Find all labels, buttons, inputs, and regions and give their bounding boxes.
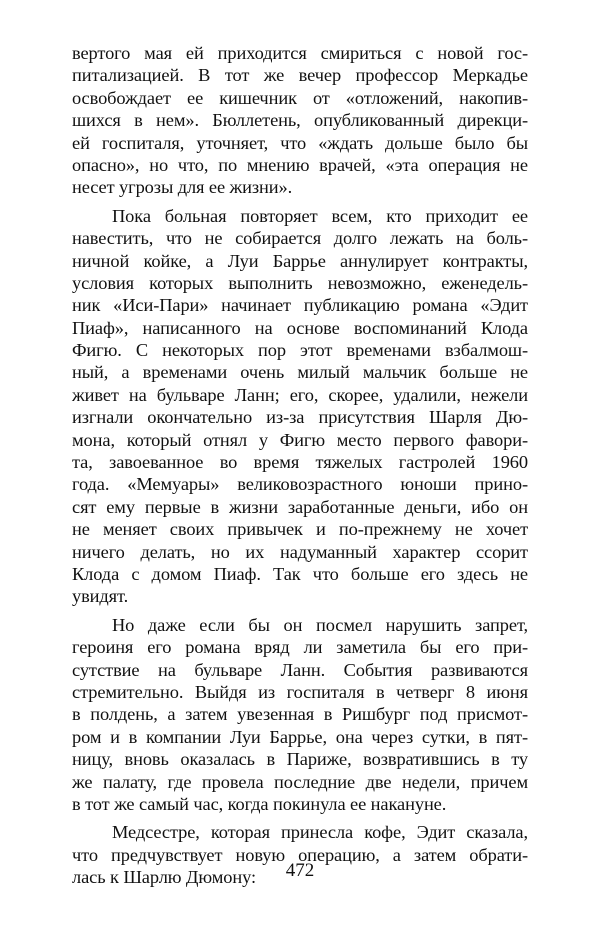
text-line: лась к Шарлю Дюмону: — [72, 867, 256, 888]
text-line: вертого мая ей приходится смириться с новой гос- — [72, 43, 528, 63]
text-line: сутствие на бульваре Ланн. События развиваются — [72, 659, 528, 680]
text-line: питализацией. В тот же вечер профессор Меркадье — [72, 65, 528, 86]
body-text — [72, 42, 528, 888]
text-line: Пока больная повторяет всем, кто приходит ее — [112, 205, 528, 226]
text-line: навестить, что не собирается долго лежать на боль- — [72, 228, 528, 249]
text-line: Медсестре, которая принесла кофе, Эдит сказала, — [112, 822, 528, 843]
text-line: сят ему первые в жизни заработанные деньги, ибо он — [72, 496, 528, 517]
text-line: что предчувствует новую операцию, а затем обрати- — [72, 844, 528, 865]
text-line: Пиаф», написанного на основе воспоминаний Клода — [72, 317, 528, 338]
text-line: ничной койке, а Луи Баррье аннулирует контракты, — [72, 250, 528, 271]
paragraph — [72, 614, 528, 816]
text-line: Но даже если бы он посмел нарушить запрет, — [112, 614, 528, 635]
text-line: стремительно. Выйдя из госпиталя в четверг 8 июня — [72, 681, 528, 702]
text-line: освобождает ее кишечник от «отложений, накопив- — [72, 87, 528, 108]
text-line: Клода с домом Пиаф. Так что больше его здесь не — [72, 563, 528, 584]
text-line: ей госпиталя, уточняет, что «ждать дольше было бы — [72, 132, 528, 153]
text-line: несет угрозы для ее жизни». — [72, 177, 293, 198]
text-line: Фигю. С некоторых пор этот временами взбалмош- — [72, 340, 528, 361]
text-line: опасно», но что, по мнению врачей, «эта операция не — [72, 154, 528, 175]
text-line: ницу, вновь оказалась в Париже, возвратившись в ту — [72, 749, 528, 770]
text-line: увидят. — [72, 586, 129, 607]
text-line: ный, а временами очень милый мальчик больше не — [72, 362, 528, 383]
text-line: шихся в нем». Бюллетень, опубликованный дирекци- — [72, 110, 528, 131]
text-line: ничего делать, но их надуманный характер ссорит — [72, 541, 528, 562]
text-line: мона, который отнял у Фигю место первого фавори- — [72, 429, 528, 450]
text-line: героиня его романа вряд ли заметила бы его при- — [72, 637, 528, 658]
paragraph — [72, 42, 528, 199]
text-line: в тот же самый час, когда покинула ее накануне. — [72, 793, 447, 814]
text-line: та, завоеванное во время тяжелых гастролей 1960 — [72, 452, 528, 473]
text-line: живет на бульваре Ланн; его, скорее, удалили, нежели — [72, 384, 528, 405]
text-line: изгнали окончательно из-за присутствия Шарля Дю- — [72, 407, 528, 428]
text-line: не меняет своих привычек и по-прежнему не хочет — [72, 519, 528, 540]
text-line: же палату, где провела последние две недели, причем — [72, 771, 528, 792]
text-line: условия которых выполнить невозможно, еженедель- — [72, 272, 528, 293]
text-line: ник «Иси-Пари» начинает публикацию романа «Эдит — [72, 295, 528, 316]
text-line: в полдень, а затем увезенная в Ришбург под присмот- — [72, 704, 528, 725]
text-line: ром и в компании Луи Баррье, она через сутки, в пят- — [72, 726, 528, 747]
text-line: года. «Мемуары» великовозрастного юноши прино- — [72, 474, 528, 495]
page-number: 472 — [285, 860, 315, 881]
paragraph — [72, 205, 528, 608]
